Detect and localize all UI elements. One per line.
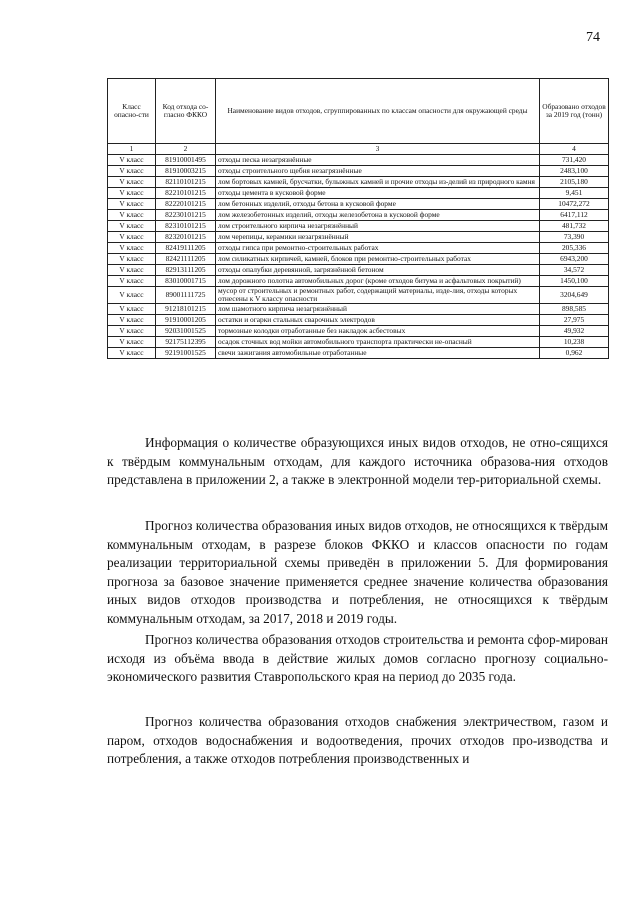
cell-amount: 2105,180 [540,177,609,188]
table-row [108,276,609,287]
header-code: Код отхода со-гласно ФККО [156,79,216,144]
cell-name: мусор от строительных и ремонтных работ, содержащий материалы, изде-лия, отходы которых отнесены к V классу опасности [216,287,540,304]
cell-class: V класс [108,337,156,348]
cell-code: 82421111205 [156,254,216,265]
cell-class: V класс [108,188,156,199]
cell-class: V класс [108,166,156,177]
cell-name: лом строительного кирпича незагрязнённый [216,221,540,232]
cell-code: 92031001525 [156,326,216,337]
cell-code: 82210101215 [156,188,216,199]
waste-table [107,78,609,359]
cell-amount: 73,390 [540,232,609,243]
table-body [108,155,609,359]
cell-amount: 6943,200 [540,254,609,265]
cell-amount: 481,732 [540,221,609,232]
cell-code: 91218101215 [156,304,216,315]
table-header-row [108,79,609,144]
table-row [108,348,609,359]
cell-name: осадок сточных вод мойки автомобильного транспорта практически не-опасный [216,337,540,348]
cell-name: отходы гипса при ремонтно-строительных работах [216,243,540,254]
column-number: 2 [156,144,216,155]
paragraph [107,517,608,629]
cell-amount: 2483,100 [540,166,609,177]
cell-amount: 0,962 [540,348,609,359]
column-number-row [108,144,609,155]
cell-class: V класс [108,276,156,287]
cell-class: V класс [108,155,156,166]
column-number: 3 [216,144,540,155]
cell-name: отходы опалубки деревянной, загрязнённой бетоном [216,265,540,276]
cell-name: лом бетонных изделий, отходы бетона в кусковой форме [216,199,540,210]
cell-code: 82310101215 [156,221,216,232]
paragraph-text: Прогноз количества образования отходов снабжения электричеством, газом и паром, отходов водоснабжения и водоотведения, прочих отходов про-изводства и потребления, а также отходов потребления производственных и [107,714,608,767]
paragraph [107,434,608,490]
table-row [108,337,609,348]
cell-amount: 898,585 [540,304,609,315]
cell-class: V класс [108,315,156,326]
cell-amount: 10,238 [540,337,609,348]
cell-amount: 3204,649 [540,287,609,304]
cell-code: 92191001525 [156,348,216,359]
cell-name: свечи зажигания автомобильные отработанные [216,348,540,359]
paragraph-text: Прогноз количества образования иных видов отходов, не относящихся к твёрдым коммунальным отходам, в разрезе блоков ФККО и классов опасности по годам реализации территориальной схемы приведён в приложении 5. Для формирования прогноза за базовое значение применяется среднее значение количества образования иных видов отходов производства и потребления, не относящихся к твёрдым коммунальным отходам, за 2017, 2018 и 2019 годы. [107,518,608,626]
cell-amount: 6417,112 [540,210,609,221]
cell-class: V класс [108,243,156,254]
table-row [108,326,609,337]
cell-code: 82230101215 [156,210,216,221]
cell-class: V класс [108,287,156,304]
cell-name: отходы песка незагрязнённые [216,155,540,166]
cell-code: 82320101215 [156,232,216,243]
cell-amount: 10472,272 [540,199,609,210]
table-row [108,254,609,265]
cell-amount: 27,975 [540,315,609,326]
cell-class: V класс [108,199,156,210]
cell-name: лом силикатных кирпичей, камней, блоков при ремонтно-строительных работах [216,254,540,265]
table-row [108,166,609,177]
column-number: 4 [540,144,609,155]
table-row [108,188,609,199]
header-class: Класс опасно-сти [108,79,156,144]
table-row [108,232,609,243]
cell-class: V класс [108,265,156,276]
page-number: 74 [586,30,600,45]
cell-code: 82220101215 [156,199,216,210]
paragraph-text: Прогноз количества образования отходов строительства и ремонта сфор-мирован исходя из объёма ввода в действие жилых домов согласно прогнозу социально-экономического развития Ставропольского края на период до 2035 года. [107,632,608,685]
paragraph [107,713,608,769]
table-row [108,287,609,304]
cell-code: 89001111725 [156,287,216,304]
cell-code: 82110101215 [156,177,216,188]
cell-class: V класс [108,254,156,265]
cell-class: V класс [108,221,156,232]
cell-amount: 1450,100 [540,276,609,287]
paragraph [107,631,608,687]
table-row [108,265,609,276]
table-row [108,199,609,210]
table-row [108,221,609,232]
header-name: Наименование видов отходов, сгруппированных по классам опасности для окружающей среды [216,79,540,144]
cell-name: остатки и огарки стальных сварочных электродов [216,315,540,326]
cell-class: V класс [108,177,156,188]
cell-class: V класс [108,210,156,221]
table-row [108,315,609,326]
cell-name: лом дорожного полотна автомобильных дорог (кроме отходов битума и асфальтовых покрытий) [216,276,540,287]
cell-amount: 34,572 [540,265,609,276]
table-row [108,304,609,315]
cell-amount: 205,336 [540,243,609,254]
table-row [108,177,609,188]
cell-name: лом черепицы, керамики незагрязнённый [216,232,540,243]
header-amount: Образовано отходов за 2019 год (тонн) [540,79,609,144]
paragraph-text: Информация о количестве образующихся иных видов отходов, не отно-сящихся к твёрдым коммунальным отходам, для каждого источника образова-ния отходов представлена в приложении 2, а также в электронной модели тер-риториальной схемы. [107,435,608,488]
cell-code: 92175112395 [156,337,216,348]
cell-class: V класс [108,326,156,337]
table-row [108,155,609,166]
cell-name: лом бортовых камней, брусчатки, булыжных камней и прочие отходы из-делий из природного камня [216,177,540,188]
cell-name: отходы строительного щебня незагрязнённые [216,166,540,177]
cell-amount: 731,420 [540,155,609,166]
cell-class: V класс [108,304,156,315]
cell-code: 91910001205 [156,315,216,326]
table-row [108,243,609,254]
table-row [108,210,609,221]
cell-code: 81910001495 [156,155,216,166]
cell-code: 82419111205 [156,243,216,254]
cell-name: отходы цемента в кусковой форме [216,188,540,199]
cell-code: 83010001715 [156,276,216,287]
cell-name: тормозные колодки отработанные без накладок асбестовых [216,326,540,337]
cell-name: лом железобетонных изделий, отходы железобетона в кусковой форме [216,210,540,221]
column-number: 1 [108,144,156,155]
cell-code: 81910003215 [156,166,216,177]
cell-amount: 49,932 [540,326,609,337]
cell-class: V класс [108,232,156,243]
cell-name: лом шамотного кирпича незагрязнённый [216,304,540,315]
cell-amount: 9,451 [540,188,609,199]
cell-code: 82913111205 [156,265,216,276]
cell-class: V класс [108,348,156,359]
